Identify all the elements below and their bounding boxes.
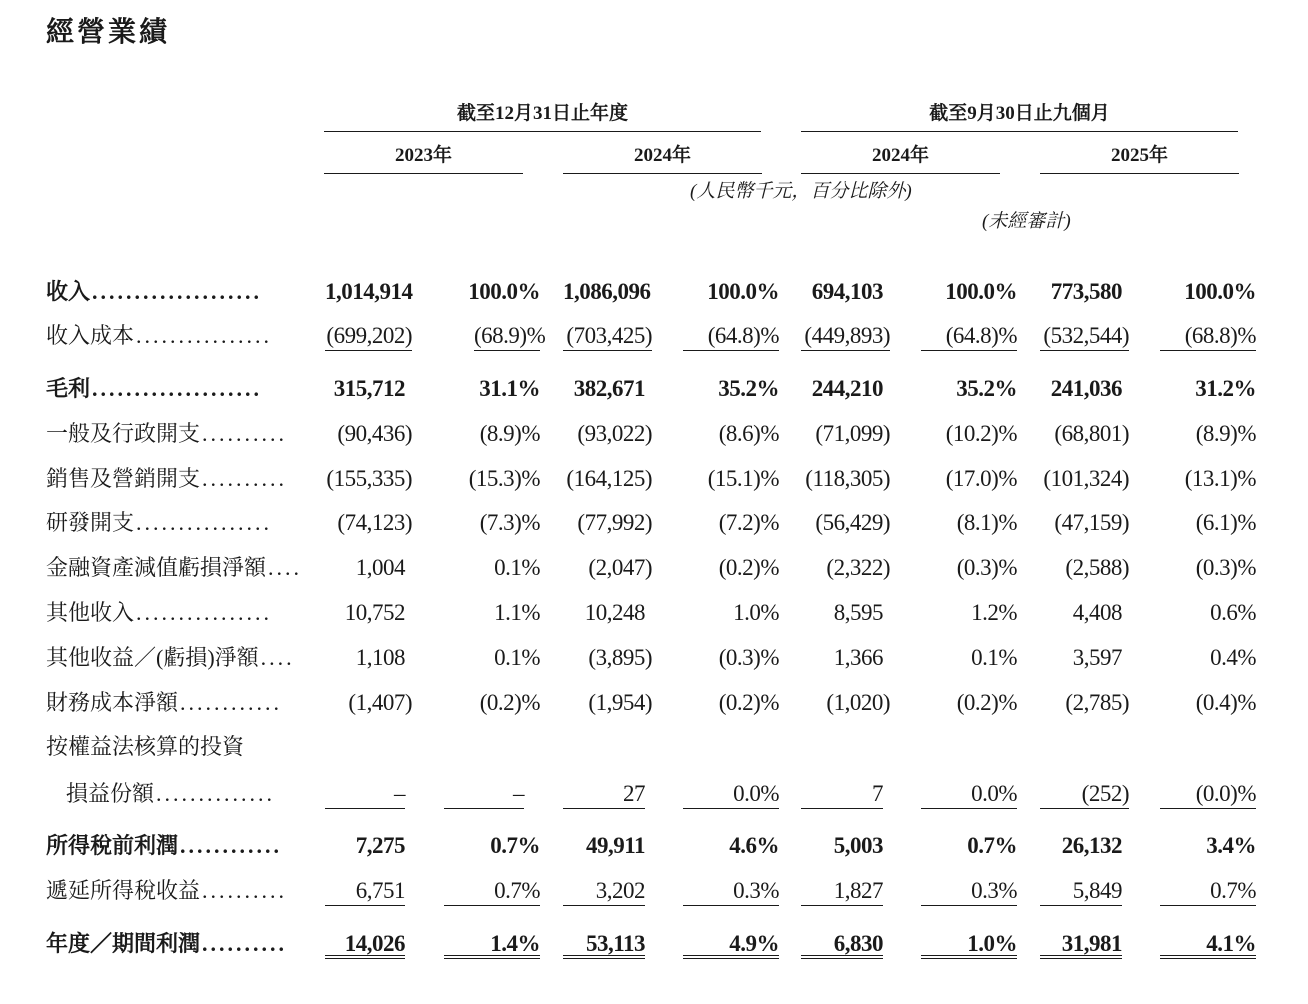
- cell-2024-amount: (93,022): [577, 421, 652, 446]
- cell-2025-9m-percent: 3.4%: [1206, 833, 1256, 858]
- cell-2023-amount: 315,712: [333, 376, 405, 401]
- row-label: 毛利....................: [46, 376, 263, 401]
- table-row-deferred-tax: [0, 876, 1308, 906]
- cell-2024-percent: (15.1)%: [707, 466, 779, 491]
- table-row-finance-costs: [0, 688, 1308, 718]
- cell-2025-9m-amount: (252): [1040, 779, 1129, 809]
- cell-2024-amount: (77,992): [577, 510, 652, 535]
- cell-2024-9m-amount: (449,893): [801, 321, 890, 351]
- cell-2024-amount: (703,425): [563, 321, 652, 351]
- row-label: 收入....................: [46, 279, 263, 304]
- cell-2023-percent: (0.2)%: [479, 690, 540, 715]
- cell-2023-percent: 0.1%: [494, 645, 540, 670]
- cell-2024-9m-amount: 7: [801, 779, 883, 809]
- cell-2025-9m-amount: (2,785): [1065, 690, 1129, 715]
- year-header-2024-nine-months: 2024年: [801, 140, 1000, 174]
- row-label: 其他收益／(虧損)淨額....: [46, 645, 295, 670]
- cell-2023-percent: 1.4%: [444, 929, 540, 959]
- cell-2023-percent: (8.9)%: [479, 421, 540, 446]
- cell-2024-9m-amount: 1,827: [801, 876, 883, 906]
- cell-2024-percent: 0.3%: [683, 876, 779, 906]
- cell-2025-9m-percent: 0.4%: [1210, 645, 1256, 670]
- cell-2024-amount: 1,086,096: [563, 279, 651, 304]
- cell-2023-percent: 100.0%: [468, 279, 540, 304]
- cell-2025-9m-amount: (2,588): [1065, 555, 1129, 580]
- cell-2024-9m-percent: (10.2)%: [945, 421, 1017, 446]
- cell-2024-percent: 1.0%: [733, 600, 779, 625]
- cell-2025-9m-percent: 100.0%: [1184, 279, 1256, 304]
- table-row-gross-profit: [0, 374, 1308, 404]
- group-header-nine-months: 截至9月30日止九個月: [801, 98, 1238, 132]
- table-row-share-of-results: [0, 779, 1308, 809]
- cell-2025-9m-amount: 31,981: [1040, 929, 1122, 959]
- cell-2024-9m-amount: 1,366: [833, 645, 883, 670]
- cell-2024-9m-percent: 0.1%: [971, 645, 1017, 670]
- cell-2024-amount: 3,202: [563, 876, 645, 906]
- table-row-impairment-losses: [0, 553, 1308, 583]
- table-row-other-gains-losses: [0, 643, 1308, 673]
- cell-2024-percent: (0.2)%: [718, 690, 779, 715]
- table-row-rd-expenses: [0, 508, 1308, 538]
- cell-2023-amount: 14,026: [325, 929, 405, 959]
- row-label: 一般及行政開支..........: [46, 421, 288, 446]
- cell-2023-amount: (155,335): [326, 466, 412, 491]
- cell-2025-9m-percent: 0.7%: [1160, 876, 1256, 906]
- cell-2025-9m-percent: 0.6%: [1210, 600, 1256, 625]
- cell-2024-9m-percent: (64.8)%: [921, 321, 1017, 351]
- table-row-cost-of-revenue: [0, 321, 1308, 351]
- cell-2025-9m-amount: (68,801): [1054, 421, 1129, 446]
- cell-2023-percent: –: [444, 779, 524, 809]
- cell-2024-amount: (2,047): [588, 555, 652, 580]
- cell-2024-9m-percent: (8.1)%: [956, 510, 1017, 535]
- year-header-2025: 2025年: [1040, 140, 1239, 174]
- cell-2025-9m-percent: (68.8)%: [1160, 321, 1256, 351]
- cell-2025-9m-percent: (0.4)%: [1195, 690, 1256, 715]
- table-row-admin-expenses: [0, 419, 1308, 449]
- cell-2024-percent: (8.6)%: [718, 421, 779, 446]
- cell-2023-amount: (1,407): [348, 690, 412, 715]
- group-header-fiscal-year: 截至12月31日止年度: [324, 98, 761, 132]
- cell-2023-percent: (15.3)%: [468, 466, 540, 491]
- cell-2023-amount: 1,014,914: [325, 279, 413, 304]
- cell-2024-amount: 53,113: [563, 929, 645, 959]
- cell-2024-9m-amount: (1,020): [826, 690, 890, 715]
- section-title: 經營業績: [46, 15, 171, 48]
- cell-2025-9m-amount: 773,580: [1050, 279, 1122, 304]
- cell-2023-amount: 6,751: [325, 876, 405, 906]
- unaudited-note: (未經審計): [982, 211, 1071, 232]
- row-label: 年度／期間利潤..........: [46, 931, 288, 956]
- cell-2023-percent: (7.3)%: [479, 510, 540, 535]
- cell-2024-9m-amount: (118,305): [805, 466, 890, 491]
- cell-2023-amount: (90,436): [337, 421, 412, 446]
- row-label: 金融資產減值虧損淨額....: [46, 555, 303, 580]
- cell-2023-amount: (699,202): [325, 321, 412, 351]
- year-header-2023: 2023年: [324, 140, 523, 174]
- cell-2024-9m-percent: 100.0%: [945, 279, 1017, 304]
- cell-2024-percent: 35.2%: [718, 376, 779, 401]
- cell-2025-9m-percent: (13.1)%: [1184, 466, 1256, 491]
- cell-2024-9m-amount: 5,003: [833, 833, 883, 858]
- cell-2025-9m-amount: 241,036: [1050, 376, 1122, 401]
- cell-2024-percent: (0.3)%: [718, 645, 779, 670]
- cell-2023-amount: 1,004: [355, 555, 405, 580]
- cell-2023-percent: 0.1%: [494, 555, 540, 580]
- row-label: 損益份額..............: [66, 781, 276, 806]
- cell-2023-percent: (68.9)%: [474, 321, 540, 351]
- cell-2024-percent: 4.6%: [729, 833, 779, 858]
- cell-2024-9m-amount: (56,429): [815, 510, 890, 535]
- cell-2024-9m-percent: 0.0%: [921, 779, 1017, 809]
- cell-2024-9m-amount: (2,322): [826, 555, 890, 580]
- table-row-profit-before-tax: [0, 831, 1308, 861]
- cell-2024-amount: (1,954): [588, 690, 652, 715]
- row-label: 財務成本淨額............: [46, 690, 283, 715]
- cell-2025-9m-percent: (8.9)%: [1195, 421, 1256, 446]
- cell-2024-amount: (3,895): [588, 645, 652, 670]
- cell-2024-9m-percent: (0.2)%: [956, 690, 1017, 715]
- cell-2024-percent: (0.2)%: [718, 555, 779, 580]
- cell-2023-amount: 10,752: [344, 600, 405, 625]
- cell-2024-9m-percent: (17.0)%: [945, 466, 1017, 491]
- cell-2025-9m-percent: (6.1)%: [1195, 510, 1256, 535]
- table-row-revenue: [0, 277, 1308, 307]
- cell-2023-amount: 1,108: [355, 645, 405, 670]
- cell-2025-9m-percent: (0.0)%: [1160, 779, 1256, 809]
- unit-note: (人民幣千元，百分比除外): [690, 181, 912, 202]
- cell-2025-9m-amount: 26,132: [1061, 833, 1122, 858]
- cell-2023-percent: 31.1%: [479, 376, 540, 401]
- cell-2023-amount: –: [325, 779, 405, 809]
- cell-2025-9m-amount: (47,159): [1054, 510, 1129, 535]
- cell-2025-9m-amount: 4,408: [1072, 600, 1122, 625]
- row-label: 遞延所得稅收益..........: [46, 878, 288, 903]
- cell-2024-9m-percent: 35.2%: [956, 376, 1017, 401]
- row-label: 收入成本................: [46, 323, 273, 348]
- cell-2023-percent: 1.1%: [494, 600, 540, 625]
- cell-2024-9m-percent: 0.3%: [921, 876, 1017, 906]
- cell-2024-amount: 27: [563, 779, 645, 809]
- row-label: 銷售及營銷開支..........: [46, 466, 288, 491]
- row-label: 研發開支................: [46, 510, 273, 535]
- year-header-2024-annual: 2024年: [563, 140, 762, 174]
- cell-2024-percent: 0.0%: [683, 779, 779, 809]
- cell-2024-percent: 100.0%: [707, 279, 779, 304]
- table-row-selling-expenses: [0, 464, 1308, 494]
- cell-2024-amount: (164,125): [566, 466, 652, 491]
- cell-2025-9m-percent: (0.3)%: [1195, 555, 1256, 580]
- cell-2024-amount: 382,671: [573, 376, 645, 401]
- row-label: 按權益法核算的投資: [46, 734, 245, 759]
- table-row-equity-method-heading: [0, 732, 1308, 762]
- cell-2024-9m-percent: 0.7%: [967, 833, 1017, 858]
- cell-2024-9m-amount: 6,830: [801, 929, 883, 959]
- cell-2023-percent: 0.7%: [490, 833, 540, 858]
- cell-2025-9m-amount: (101,324): [1043, 466, 1129, 491]
- row-label: 所得稅前利潤............: [46, 833, 283, 858]
- row-label: 其他收入................: [46, 600, 273, 625]
- cell-2024-percent: 4.9%: [683, 929, 779, 959]
- cell-2025-9m-percent: 4.1%: [1160, 929, 1256, 959]
- cell-2024-9m-percent: (0.3)%: [956, 555, 1017, 580]
- cell-2024-percent: (7.2)%: [718, 510, 779, 535]
- cell-2025-9m-percent: 31.2%: [1195, 376, 1256, 401]
- cell-2024-9m-percent: 1.2%: [971, 600, 1017, 625]
- cell-2024-amount: 10,248: [584, 600, 645, 625]
- cell-2024-9m-amount: 8,595: [833, 600, 883, 625]
- cell-2024-amount: 49,911: [586, 833, 645, 858]
- cell-2024-9m-amount: 244,210: [811, 376, 883, 401]
- cell-2023-percent: 0.7%: [444, 876, 540, 906]
- cell-2025-9m-amount: 3,597: [1072, 645, 1122, 670]
- table-row-profit-for-period: [0, 929, 1308, 959]
- cell-2024-9m-amount: (71,099): [815, 421, 890, 446]
- cell-2023-amount: 7,275: [355, 833, 405, 858]
- cell-2024-9m-amount: 694,103: [811, 279, 883, 304]
- cell-2024-9m-percent: 1.0%: [921, 929, 1017, 959]
- cell-2024-percent: (64.8)%: [683, 321, 779, 351]
- table-row-other-income: [0, 598, 1308, 628]
- cell-2025-9m-amount: 5,849: [1040, 876, 1122, 906]
- cell-2025-9m-amount: (532,544): [1040, 321, 1129, 351]
- cell-2023-amount: (74,123): [337, 510, 412, 535]
